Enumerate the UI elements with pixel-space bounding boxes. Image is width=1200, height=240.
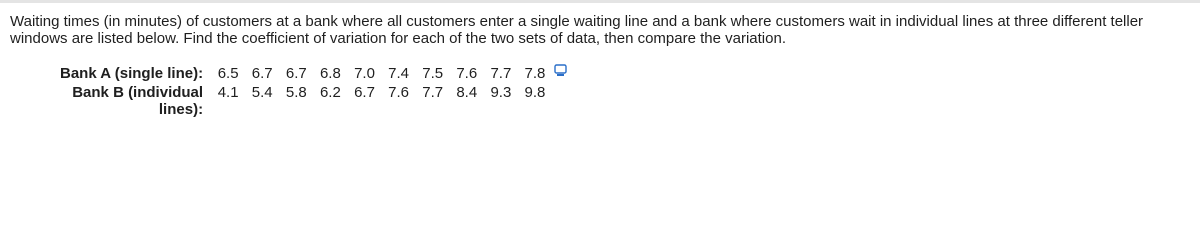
bank-b-value: 9.3 xyxy=(490,84,512,101)
bank-a-value: 7.5 xyxy=(422,65,444,82)
bank-b-value: 6.7 xyxy=(354,84,375,101)
bank-a-value: 7.4 xyxy=(388,65,410,82)
bank-a-row xyxy=(60,65,568,84)
bank-a-label: Bank A (single line): xyxy=(60,65,204,82)
bank-a-value: 6.8 xyxy=(319,65,341,82)
bank-b-value: 6.2 xyxy=(319,84,341,101)
bank-b-value: 5.8 xyxy=(285,84,307,101)
bank-b-value: 7.7 xyxy=(422,84,444,101)
bank-b-value: 5.4 xyxy=(251,84,273,101)
bank-a-value: 6.7 xyxy=(251,65,273,82)
problem-statement: Waiting times (in minutes) of customers at a bank where all customers enter a single waiting line and a bank where customers wait in individual lines at three different teller windows are listed below. Find the coefficient of variation for each of the two sets of data, then compare the variation. xyxy=(10,13,1144,47)
bank-b-label: Bank B (individual xyxy=(72,84,204,101)
copy-data-icon[interactable] xyxy=(554,64,568,81)
bank-a-value: 7.7 xyxy=(490,65,512,82)
bank-b-value: 4.1 xyxy=(217,84,239,101)
bank-a-value: 6.7 xyxy=(285,65,307,82)
bank-b-value: 7.6 xyxy=(388,84,410,101)
bank-a-value: 7.8 xyxy=(524,65,546,82)
bank-a-value: 7.6 xyxy=(456,65,478,82)
bank-a-value: 7.0 xyxy=(354,65,375,82)
top-divider xyxy=(0,0,1200,3)
bank-a-value: 6.5 xyxy=(217,65,239,82)
bank-b-label-continued: lines): xyxy=(158,101,204,118)
bank-b-value: 8.4 xyxy=(456,84,478,101)
waiting-times-table xyxy=(60,65,568,118)
bank-b-value: 9.8 xyxy=(524,84,546,101)
bank-b-row xyxy=(60,84,568,118)
